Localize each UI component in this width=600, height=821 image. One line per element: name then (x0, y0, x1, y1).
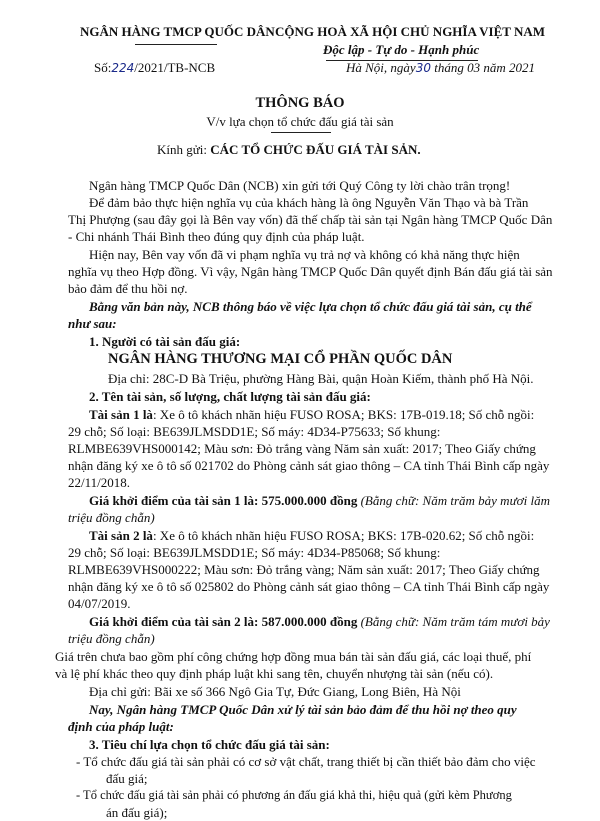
paragraph-2-line-2: Thị Phượng (sau đây gọi là Bên vay vốn) đã thế chấp tài sản tại Ngân hàng TMCP Quốc Dân (68, 212, 553, 227)
asset-1-price-label: Giá khởi điểm của tài sản 1 là: 575.000.000 đồng (89, 493, 358, 508)
notice-subject: V/v lựa chọn tổ chức đấu giá tài sản (206, 114, 394, 129)
asset-2-price-line (89, 614, 550, 630)
bank-name: NGÂN HÀNG TMCP QUỐC DÂN (80, 24, 275, 39)
date-suffix: tháng 03 năm 2021 (434, 60, 535, 75)
paragraph-2-line-3: - Chi nhánh Thái Bình theo đúng quy định của pháp luật. (68, 229, 365, 244)
asset-1-price-words-cont: triệu đồng chẵn) (68, 510, 155, 525)
handling-line-1: Nay, Ngân hàng TMCP Quốc Dân xử lý tài sản bảo đảm để thu hồi nợ theo quy (89, 702, 517, 717)
subject-underline (271, 132, 331, 133)
recipient-name: CÁC TỔ CHỨC ĐẤU GIÁ TÀI SẢN. (210, 142, 421, 157)
owner-address: Địa chỉ: 28C-D Bà Triệu, phường Hàng Bài, quận Hoàn Kiếm, thành phố Hà Nội. (108, 371, 534, 386)
asset-1-line-4: nhận đăng ký xe ô tô số 021702 do Phòng cảnh sát giao thông – CA tỉnh Thái Bình cấp ngày (68, 458, 550, 473)
document-number (94, 60, 215, 76)
asset-2-price-label: Giá khởi điểm của tài sản 2 là: 587.000.000 đồng (89, 614, 358, 629)
criteria-2-line-1: - Tổ chức đấu giá tài sản phải có phương án đấu giá khả thi, hiệu quả (gửi kèm Phương (76, 788, 512, 802)
asset-1-line-1 (89, 407, 534, 423)
paragraph-3-line-2: nghĩa vụ theo Hợp đồng. Vì vậy, Ngân hàng TMCP Quốc Dân quyết định Bán đấu giá tài sản (68, 264, 553, 279)
asset-2-line-1 (89, 528, 534, 544)
asset-2-label: Tài sản 2 là (89, 528, 153, 543)
section-1-heading: 1. Người có tài sản đấu giá: (89, 334, 241, 349)
doc-number-suffix: /2021/TB-NCB (134, 60, 216, 75)
criteria-2-line-2: án đấu giá); (106, 805, 168, 820)
asset-2-line-3: RLMBE639VHS000222; Màu sơn: Đỏ trắng vàng; Năm sản xuất: 2017; Theo Giấy chứng (68, 562, 540, 577)
notice-title: THÔNG BÁO (255, 95, 345, 111)
price-note-line-1: Giá trên chưa bao gồm phí công chứng hợp đồng mua bán tài sản đấu giá, các loại thuế, phí (55, 649, 532, 664)
price-note-line-2: và lệ phí khác theo quy định pháp luật khi sang tên, chuyển nhượng tài sản (nếu có). (55, 666, 494, 681)
asset-2-line-5: 04/07/2019. (68, 596, 131, 611)
asset-2-line-2: 29 chỗ; Số loại: BE639JLMSDD1E; Số máy: 4D34-P85068; Số khung: (68, 545, 441, 560)
republic-title: CỘNG HOÀ XÃ HỘI CHỦ NGHĨA VIỆT NAM (275, 24, 546, 39)
paragraph-4-line-1: Bằng văn bản này, NCB thông báo về việc lựa chọn tổ chức đấu giá tài sản, cụ thể (89, 299, 532, 314)
asset-owner-name: NGÂN HÀNG THƯƠNG MẠI CỔ PHẦN QUỐC DÂN (108, 351, 453, 367)
paragraph-4-line-2: như sau: (68, 316, 117, 331)
asset-2-price-words-cont: triệu đồng chẵn) (68, 631, 155, 646)
paragraph-3-line-1: Hiện nay, Bên vay vốn đã vi phạm nghĩa vụ trả nợ và không có khả năng thực hiện (89, 247, 520, 262)
asset-1-line-5: 22/11/2018. (68, 475, 130, 490)
date-prefix: Hà Nội, ngày (346, 60, 416, 75)
asset-1-line-3: RLMBE639VHS000142; Màu sơn: Đỏ trắng vàng Năm sản xuất: 2017; Theo Giấy chứng (68, 441, 536, 456)
asset-1-line-2: 29 chỗ; Số loại: BE639JLMSDD1E; Số máy: 4D34-P75633; Số khung: (68, 424, 441, 439)
asset-1-label: Tài sản 1 là (89, 407, 153, 422)
document-date (346, 60, 535, 76)
criteria-1-line-1: - Tổ chức đấu giá tài sản phải có cơ sở vật chất, trang thiết bị cần thiết bảo đảm cho việc (76, 754, 536, 769)
national-motto: Độc lập - Tự do - Hạnh phúc (323, 42, 480, 57)
asset-2-line-4: nhận đăng ký xe ô tô số 025802 do Phòng cảnh sát giao thông – CA tỉnh Thái Bình cấp ngày (68, 579, 550, 594)
recipient-prefix: Kính gửi: (157, 142, 208, 157)
doc-number-prefix: Số: (94, 60, 112, 75)
bank-name-underline (135, 44, 217, 45)
asset-2-desc: : Xe ô tô khách nhãn hiệu FUSO ROSA; BKS: 17B-020.62; Số chỗ ngồi: (152, 528, 535, 543)
doc-number-handwritten: 224 (111, 61, 135, 75)
greeting-paragraph: Ngân hàng TMCP Quốc Dân (NCB) xin gửi tới Quý Công ty lời chào trân trọng! (89, 178, 511, 193)
asset-1-price-words: (Bằng chữ: Năm trăm bảy mươi lăm (360, 493, 550, 508)
handling-line-2: định của pháp luật: (68, 719, 174, 734)
asset-location: Địa chỉ gửi: Bãi xe số 366 Ngô Gia Tự, Đức Giang, Long Biên, Hà Nội (89, 684, 461, 699)
paragraph-3-line-3: bảo đảm để thu hồi nợ. (68, 281, 188, 296)
recipient-line (157, 142, 421, 158)
asset-1-desc: : Xe ô tô khách nhãn hiệu FUSO ROSA; BKS: 17B-019.18; Số chỗ ngồi: (152, 407, 535, 422)
section-3-heading: 3. Tiêu chí lựa chọn tổ chức đấu giá tài sản: (89, 737, 330, 752)
criteria-1-line-2: đấu giá; (106, 771, 148, 786)
section-2-heading: 2. Tên tài sản, số lượng, chất lượng tài sản đấu giá: (89, 389, 371, 404)
paragraph-2-line-1: Để đảm bảo thực hiện nghĩa vụ của khách hàng là ông Nguyễn Văn Thạo và bà Trần (89, 195, 529, 210)
asset-1-price-line (89, 493, 550, 509)
date-day-handwritten: 30 (415, 61, 431, 75)
asset-2-price-words: (Bằng chữ: Năm trăm tám mươi bảy (360, 614, 550, 629)
